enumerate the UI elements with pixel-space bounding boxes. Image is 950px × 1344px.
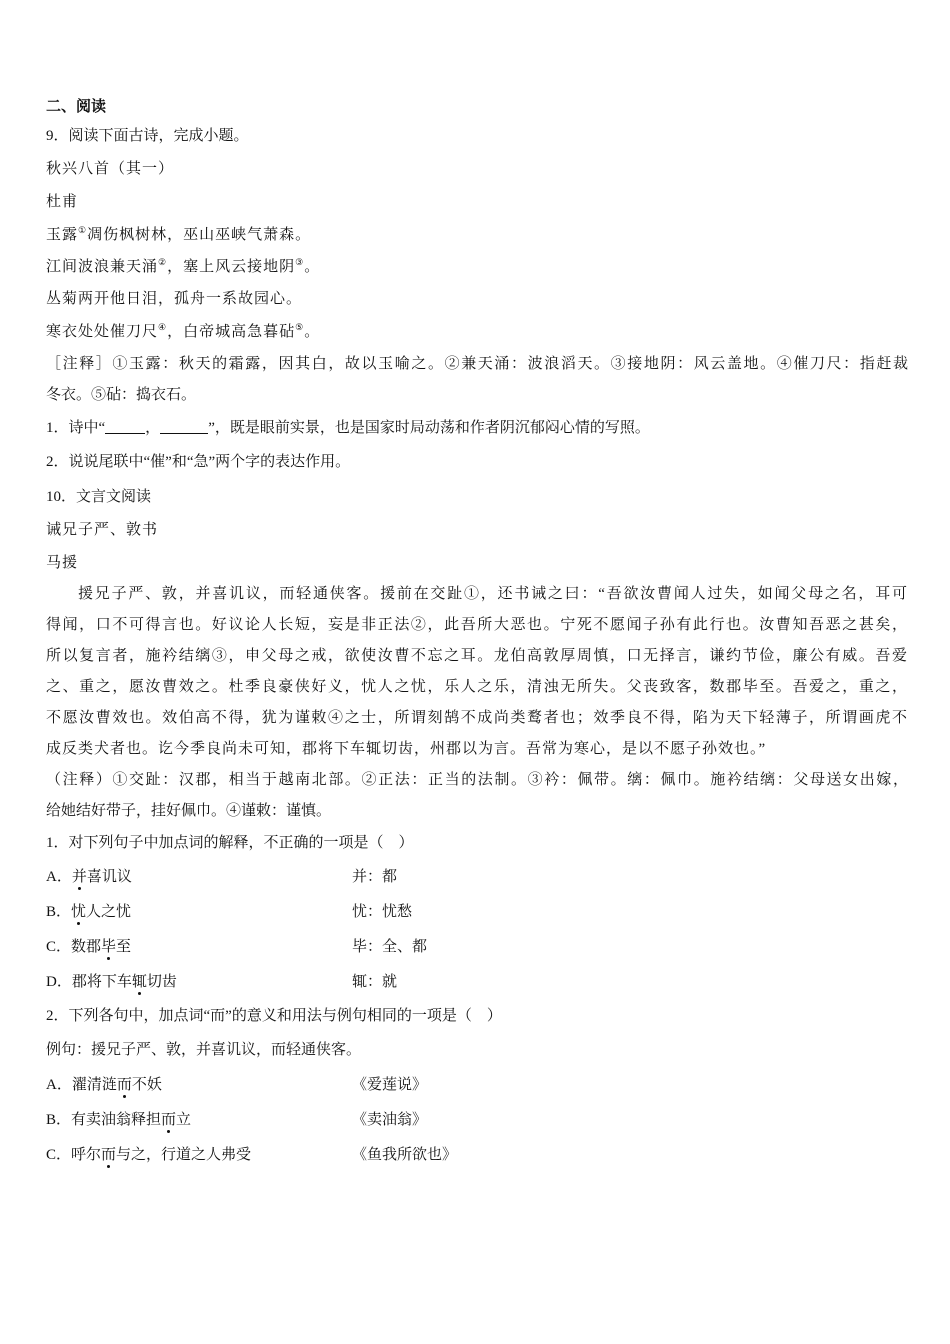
essay-author: 马援 [46, 555, 79, 571]
section-title: 二、阅读 [46, 99, 107, 115]
q10-sub2: 2．下列各句中，加点词“而”的意义和用法与例句相同的一项是（ ） [46, 1008, 502, 1024]
sub1-option-c[interactable]: C．数郡毕至 毕：全、都 [46, 939, 428, 955]
q10-note-line-2: 给她结好带子，挂好佩巾。④谨敕：谨慎。 [46, 803, 332, 819]
poem-line-2: 江间波浪兼天涌②，塞上风云接地阴③。 [46, 257, 321, 275]
answer-blank-1[interactable] [105, 419, 145, 434]
poem-line-1: 玉露①凋伤枫树林，巫山巫峡气萧森。 [46, 225, 312, 243]
poem-line-4: 寒衣处处催刀尺④，白帝城高急暮砧⑤。 [46, 322, 321, 340]
q9-note-line-2: 冬衣。⑤砧：捣衣石。 [46, 387, 197, 403]
answer-blank-2[interactable] [160, 419, 208, 434]
sub2-option-c[interactable]: C．呼尔而与之，行道之人弗受 《鱼我所欲也》 [46, 1147, 458, 1163]
sub2-option-a[interactable]: A．濯清涟而不妖 《爱莲说》 [46, 1077, 428, 1093]
q9-note-line-1: ［注释］①玉露：秋天的霜露，因其白，故以玉喻之。②兼天涌：波浪滔天。③接地阴：风云盖地。④催刀尺：指赶裁 [46, 356, 908, 372]
essay-title: 诫兄子严、敦书 [46, 522, 159, 538]
document-page [46, 98, 908, 1163]
passage-line-1: 援兄子严、敦，并喜讥议，而轻通侠客。援前在交趾①，还书诫之曰：“吾欲汝曹闻人过失，如闻父母之名，耳可 [78, 586, 908, 602]
sub1-option-b[interactable]: B．忧人之忧 忧：忧愁 [46, 904, 413, 920]
q10-example: 例句：援兄子严、敦，并喜讥议，而轻通侠客。 [46, 1042, 362, 1058]
passage-line-6: 成反类犬者也。讫今季良尚未可知，郡将下车辄切齿，州郡以为言。吾常为寒心，是以不愿子孙效也。” [46, 741, 767, 757]
sub1-option-a[interactable]: A．并喜讥议 并：都 [46, 869, 398, 885]
passage-line-5: 不愿汝曹效也。效伯高不得，犹为谨敕④之士，所谓刻鹄不成尚类鹜者也；效季良不得，陷为天下轻薄子，所谓画虎不 [46, 710, 908, 726]
poem-line-3: 丛菊两开他日泪，孤舟一系故园心。 [46, 291, 303, 307]
poem-author: 杜甫 [46, 194, 79, 210]
q10-sub1: 1．对下列句子中加点词的解释，不正确的一项是（ ） [46, 835, 414, 851]
passage-line-3: 所以复言者，施衿结缡③，申父母之戒，欲使汝曹不忘之耳。龙伯高敦厚周慎，口无择言，谦约节俭，廉公有威。吾爱 [46, 648, 908, 664]
q9-sub2: 2．说说尾联中“催”和“急”两个字的表达作用。 [46, 454, 351, 470]
passage-line-2: 得闻，口不可得言也。好议论人长短，妄是非正法②，此吾所大恶也。宁死不愿闻子孙有此行也。汝曹知吾恶之甚矣， [46, 617, 908, 633]
sub2-option-b[interactable]: B．有卖油翁释担而立 《卖油翁》 [46, 1112, 428, 1128]
passage-line-4: 之、重之，愿汝曹效之。杜季良豪侠好义，忧人之忧，乐人之乐，清浊无所失。父丧致客，数郡毕至。吾爱之，重之， [46, 679, 908, 695]
poem-title: 秋兴八首（其一） [46, 161, 175, 177]
q9-sub1: 1．诗中“ ， ”，既是眼前实景，也是国家时局动荡和作者阴沉郁闷心情的写照。 [46, 420, 650, 436]
sub1-option-d[interactable]: D．郡将下车辄切齿 辄：就 [46, 974, 398, 990]
q9-intro: 9．阅读下面古诗，完成小题。 [46, 128, 249, 144]
q10-note-line-1: （注释）①交趾：汉郡，相当于越南北部。②正法：正当的法制。③衿：佩带。缡：佩巾。施衿结缡：父母送女出嫁， [46, 772, 908, 788]
q10-intro: 10．文言文阅读 [46, 489, 152, 505]
